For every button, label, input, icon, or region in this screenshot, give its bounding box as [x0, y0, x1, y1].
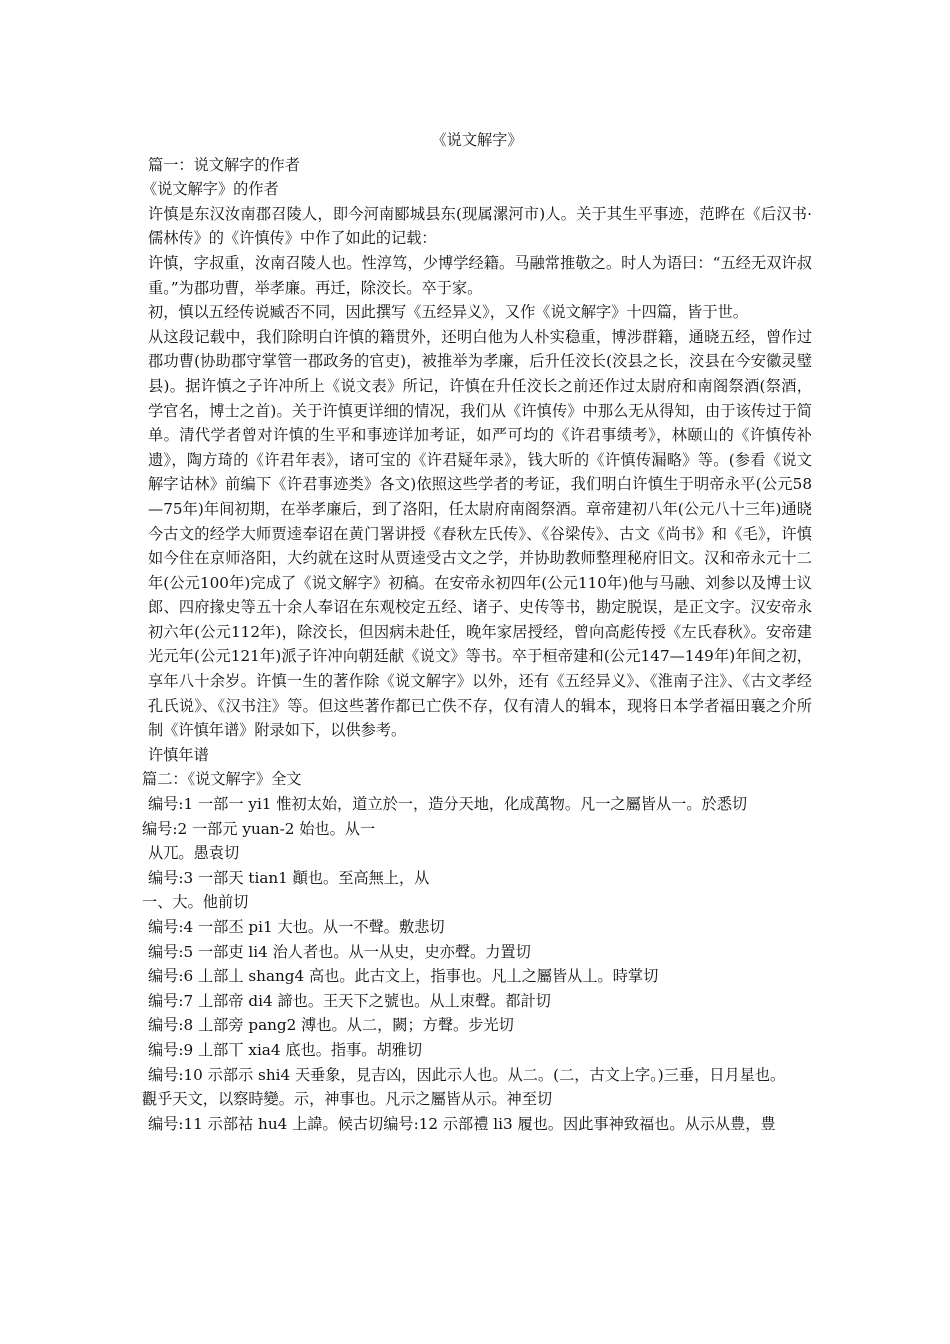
paragraph: 编号:3 一部天 tian1 顚也。至高無上，从 [148, 868, 430, 887]
paragraph: 篇二：《说文解字》全文 [142, 770, 302, 789]
paragraph: 编号:11 示部祜 hu4 上諱。候古切编号:12 示部禮 li3 履也。因此事神致福也。从示从豊，豊 [148, 1114, 776, 1133]
paragraph: 一、大。他前切 [142, 893, 249, 912]
paragraph: 编号:6 丄部丄 shang4 高也。此古文上，指事也。凡丄之屬皆从丄。時掌切 [148, 967, 659, 986]
paragraph: 《说文解字》的作者 [142, 180, 279, 199]
paragraph: 编号:4 一部丕 pi1 大也。从一不聲。敷悲切 [148, 918, 445, 936]
paragraph: 篇一：说文解字的作者 [148, 155, 300, 174]
paragraph: 编号:9 丄部丅 xia4 底也。指事。胡雅切 [148, 1040, 423, 1059]
paragraph: 编号:1 一部一 yi1 惟初太始，道立於一，造分天地，化成萬物。凡一之屬皆从一。於悉切 [148, 795, 748, 814]
paragraph: 许慎是东汉汝南郡召陵人，即今河南郾城县东(现属漯河市)人。关于其生平事迹，范晔在《后汉书·儒林传》的《许慎传》中作了如此的记载： [148, 204, 812, 248]
paragraph: 编号:10 示部示 shi4 天垂象，見吉凶，因此示人也。从二。(二，古文上字。)三垂，日月星也。 [148, 1065, 786, 1084]
paragraph: 初，慎以五经传说臧否不同，因此撰写《五经异义》，又作《说文解字》十四篇，皆于世。 [148, 303, 748, 322]
paragraph: 编号:5 一部吏 li4 治人者也。从一从史，史亦聲。力置切 [148, 942, 531, 961]
paragraph: 许慎，字叔重，汝南召陵人也。性淳笃，少博学经籍。马融常推敬之。时人为语曰：“五经无双许叔重。”为郡功曹，举孝廉。再迁，除洨长。卒于家。 [148, 253, 812, 297]
paragraph: 许慎年谱 [148, 745, 209, 764]
paragraph: 从兀。愚袁切 [148, 844, 240, 863]
paragraph: 从这段记载中，我们除明白许慎的籍贯外，还明白他为人朴实稳重，博涉群籍，通晓五经，曾作过郡功曹(协助郡守掌管一郡政务的官吏)，被推举为孝廉，后升任洨长(洨县之长，洨县在今安徽灵璧县)。据许慎之子许冲所上《说文表》所记，许慎在升任洨长之前还作过太尉府和南阁祭酒(祭酒，学官名，博士之首)。关于许慎更详细的情况，我们从《许慎传》中那么无从得知，由于该传过于简单。清代学者曾对许慎的生平和事迹详加考证，如严可均的《许君事绩考》，林颐山的《许慎传补遗》，陶方琦的《许君年表》，诸可宝的《许君疑年录》，钱大昕的《许慎传漏略》等。(参看《说文解字诂林》前编下《许君事迹类》各文)依照这些学者的考证，我们明白许慎生于明帝永平(公元58—75年)年间初期，在举孝廉后，到了洛阳，任太尉府南阁祭酒。章帝建初八年(公元八十三年)通晓今古文的经学大师贾逵奉诏在黄门署讲授《春秋左氏传》、《谷梁传》、古文《尚书》和《毛》，许慎如今住在京师洛阳，大约就在这时从贾逵受古文之学，并协助教师整理秘府旧文。汉和帝永元十二年(公元100年)完成了《说文解字》初稿。在安帝永初四年(公元110年)他与马融、刘参以及博士议郎、四府掾史等五十余人奉诏在东观校定五经、诸子、史传等书，勘定脱误，是正文字。汉安帝永初六年(公元112年)，除洨长，但因病未赴任，晚年家居授经，曾向高彪传授《左氏春秋》。安帝建光元年(公元121年)派子许冲向朝廷献《说文》等书。卒于桓帝建和(公元147—149年)年间之初，享年八十余岁。许慎一生的著作除《说文解字》以外，还有《五经异义》、《淮南子注》、《古文孝经孔氏说》、《汉书注》等。但这些著作都已亡佚不存，仅有清人的辑本，现将日本学者福田襄之介所制《许慎年谱》附录如下，以供参考。 [148, 327, 812, 740]
paragraph: 编号:2 一部元 yuan-2 始也。从一 [142, 819, 376, 838]
document-title: 《说文解字》 [431, 131, 523, 149]
document-page [142, 128, 812, 1136]
paragraph: 编号:7 丄部帝 di4 諦也。王天下之號也。从丄朿聲。都計切 [148, 991, 551, 1010]
document-body [142, 153, 812, 1137]
paragraph: 觀乎天文，以察時變。示，神事也。凡示之屬皆从示。神至切 [142, 1090, 553, 1109]
paragraph: 编号:8 丄部旁 pang2 溥也。从二，闕；方聲。步光切 [148, 1016, 514, 1035]
